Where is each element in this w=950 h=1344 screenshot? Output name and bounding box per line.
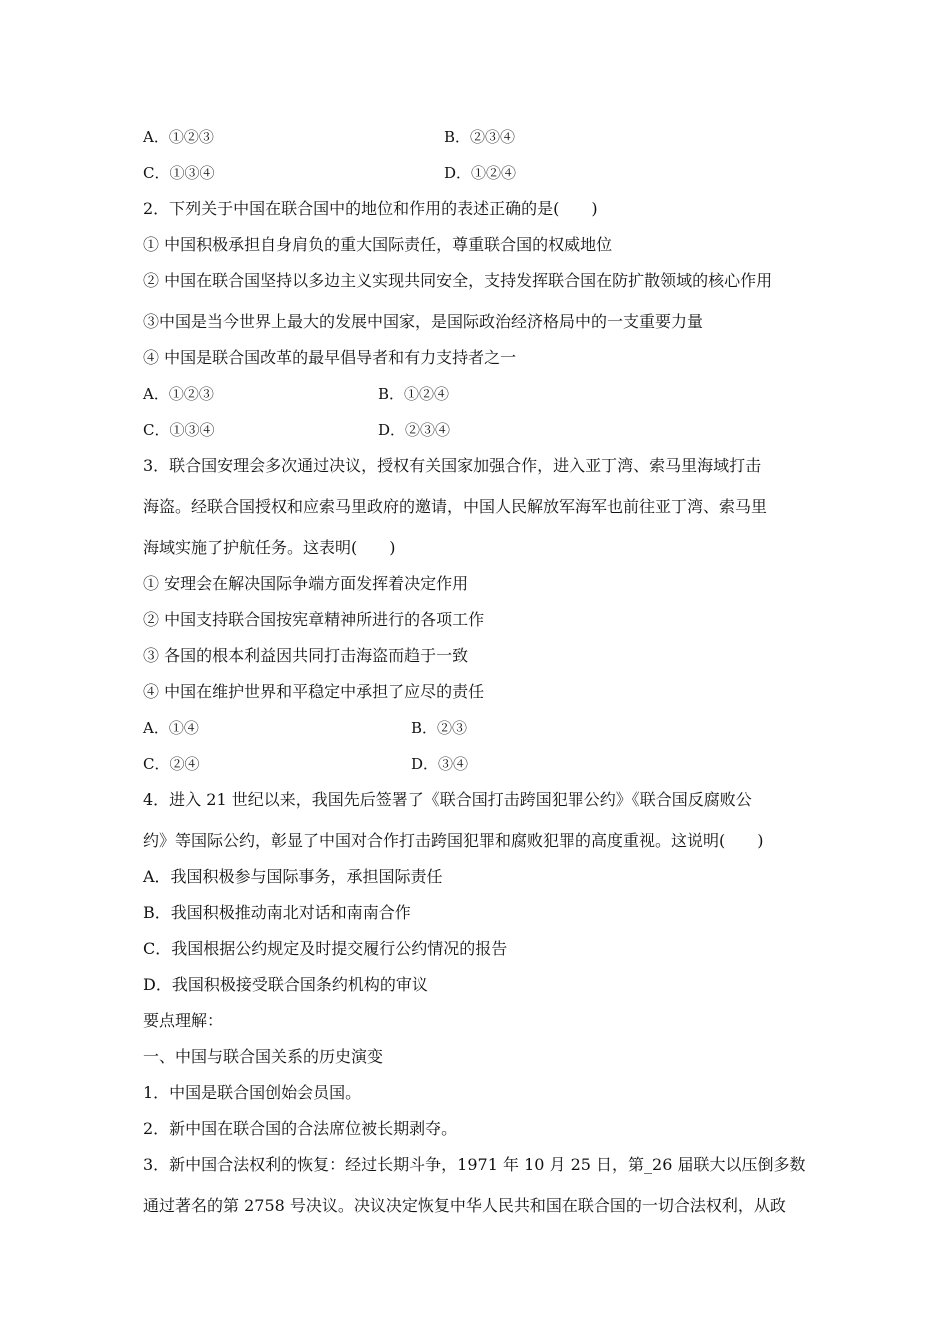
q2-option-a: A．①②③	[143, 385, 214, 403]
q2-statement-3: ③中国是当今世界上最大的发展中国家，是国际政治经济格局中的一支重要力量	[143, 312, 704, 331]
q4-option-d: D．我国积极接受联合国条约机构的审议	[143, 975, 428, 994]
key-point-1: 1．中国是联合国创始会员国。	[143, 1083, 362, 1102]
q2-statement-1: ① 中国积极承担自身肩负的重大国际责任，尊重联合国的权威地位	[143, 235, 613, 254]
q3-statement-1: ① 安理会在解决国际争端方面发挥着决定作用	[143, 574, 469, 593]
q2-statement-2: ② 中国在联合国坚持以多边主义实现共同安全，支持发挥联合国在防扩散领域的核心作用	[143, 271, 773, 290]
q4-option-c: C．我国根据公约规定及时提交履行公约情况的报告	[143, 939, 508, 958]
q3-option-d: D．③④	[411, 755, 469, 773]
q2-option-b: B．①②④	[378, 385, 450, 403]
q3-stem-line-1: 3．联合国安理会多次通过决议，授权有关国家加强合作，进入亚丁湾、索马里海域打击	[143, 456, 762, 475]
q3-stem-line-2: 海盗。经联合国授权和应索马里政府的邀请，中国人民解放军海军也前往亚丁湾、索马里	[143, 497, 768, 516]
q1-option-b: B．②③④	[444, 128, 516, 146]
q3-option-c: C．②④	[143, 755, 200, 773]
q2-statement-4: ④ 中国是联合国改革的最早倡导者和有力支持者之一	[143, 348, 517, 367]
q4-option-b: B．我国积极推动南北对话和南南合作	[143, 903, 411, 922]
q4-stem-line-2: 约》等国际公约，彰显了中国对合作打击跨国犯罪和腐败犯罪的高度重视。这说明( )	[143, 831, 764, 850]
key-points-heading: 要点理解：	[143, 1011, 224, 1030]
q2-option-c: C．①③④	[143, 421, 215, 439]
q1-option-c: C．①③④	[143, 164, 215, 182]
section-heading-1: 一、中国与联合国关系的历史演变	[143, 1047, 384, 1066]
q3-statement-2: ② 中国支持联合国按宪章精神所进行的各项工作	[143, 610, 485, 629]
q4-option-a: A．我国积极参与国际事务，承担国际责任	[143, 867, 443, 886]
key-point-3-line-2: 通过著名的第 2758 号决议。决议决定恢复中华人民共和国在联合国的一切合法权利，从政	[143, 1196, 786, 1215]
key-point-3-line-1: 3．新中国合法权利的恢复：经过长期斗争，1971 年 10 月 25 日，第_26 届联大以压倒多数	[143, 1155, 806, 1174]
q3-stem-line-3: 海域实施了护航任务。这表明( )	[143, 538, 396, 557]
q2-stem: 2．下列关于中国在联合国中的地位和作用的表述正确的是( )	[143, 199, 598, 218]
q1-option-d: D．①②④	[444, 164, 517, 182]
q3-option-a: A．①④	[143, 719, 199, 737]
q3-statement-3: ③ 各国的根本利益因共同打击海盗而趋于一致	[143, 646, 469, 665]
q4-stem-line-1: 4．进入 21 世纪以来，我国先后签署了《联合国打击跨国犯罪公约》《联合国反腐败公	[143, 790, 752, 809]
q2-option-d: D．②③④	[378, 421, 451, 439]
q1-option-a: A．①②③	[143, 128, 214, 146]
q3-statement-4: ④ 中国在维护世界和平稳定中承担了应尽的责任	[143, 682, 485, 701]
q3-option-b: B．②③	[411, 719, 468, 737]
key-point-2: 2．新中国在联合国的合法席位被长期剥夺。	[143, 1119, 458, 1138]
